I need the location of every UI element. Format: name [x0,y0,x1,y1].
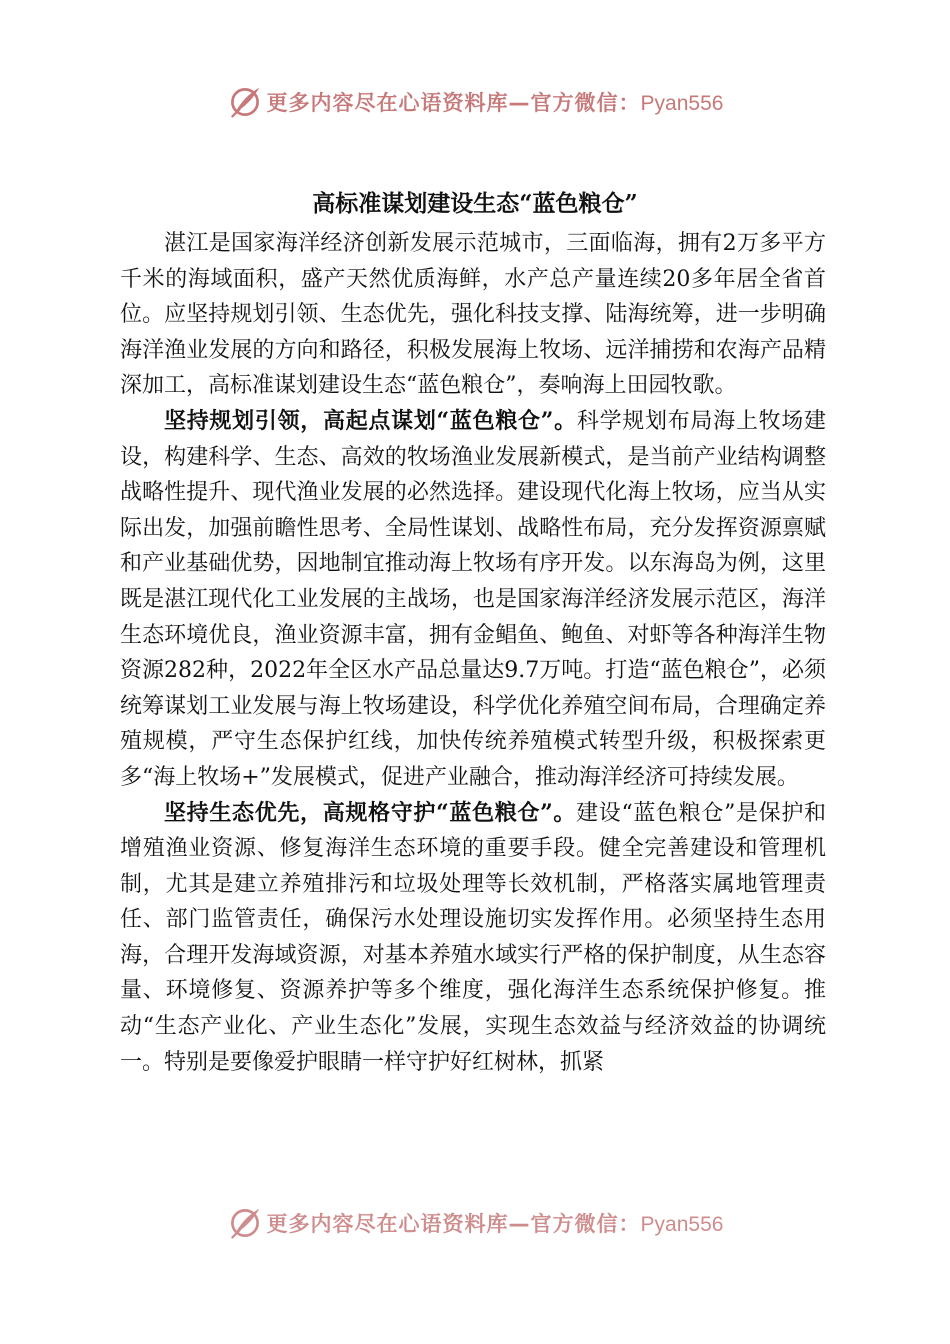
wechat-id: Pyan556 [640,1213,724,1236]
paragraph-planning [120,404,826,796]
watermark-text: 更多内容尽在心语资料库—官方微信：Pyan556 [266,91,724,115]
footer-watermark [0,1203,950,1243]
paragraph-body: 建设“蓝色粮仓”是保护和增殖渔业资源、修复海洋生态环境的重要手段。健全完善建设和管理机制，尤其是建立养殖排污和垃圾处理等长效机制，严格落实属地管理责任、部门监管责任，确保污水处理设施切实发挥作用。必须坚持生态用海，合理开发海域资源，对基本养殖水域实行严格的保护制度，从生态容量、环境修复、资源养护等多个维度，强化海洋生态系统保护修复。推动“生态产业化、产业生态化”发展，实现生态效益与经济效益的协调统一。特别是要像爱护眼睛一样守护好红树林，抓紧 [120,800,827,1075]
feather-pen-logo-icon [227,1205,263,1241]
header-watermark [0,82,950,122]
paragraph-lead-heading: 坚持规划引领，高起点谋划“蓝色粮仓”。 [164,407,577,434]
watermark-text: 更多内容尽在心语资料库—官方微信：Pyan556 [266,1212,724,1236]
paragraph-body: 湛江是国家海洋经济创新发展示范城市，三面临海，拥有2万多平方千米的海域面积，盛产天然优质海鲜，水产总产量连续20多年居全省首位。应坚持规划引领、生态优先，强化科技支撑、陆海统筹，进一步明确海洋渔业发展的方向和路径，积极发展海上牧场、远洋捕捞和农海产品精深加工，高标准谋划建设生态“蓝色粮仓”，奏响海上田园牧歌。 [120,231,826,399]
paragraph-intro [120,226,826,404]
paragraph-lead-heading: 坚持生态优先，高规格守护“蓝色粮仓”。 [164,799,577,826]
wechat-id: Pyan556 [640,92,724,115]
article-body [120,226,826,1080]
page-title: 高标准谋划建设生态“蓝色粮仓” [312,190,638,217]
paragraph-ecology [120,796,826,1081]
paragraph-body: 科学规划布局海上牧场建设，构建科学、生态、高效的牧场渔业发展新模式，是当前产业结构调整战略性提升、现代渔业发展的必然选择。建设现代化海上牧场，应当从实际出发，加强前瞻性思考、全局性谋划、战略性布局，充分发挥资源禀赋和产业基础优势，因地制宜推动海上牧场有序开发。以东海岛为例，这里既是湛江现代化工业发展的主战场，也是国家海洋经济发展示范区，海洋生态环境优良，渔业资源丰富，拥有金鲳鱼、鲍鱼、对虾等各种海洋生物资源282种，2022年全区水产品总量达9.7万吨。打造“蓝色粮仓”，必须统筹谋划工业发展与海上牧场建设，科学优化养殖空间布局，合理确定养殖规模，严守生态保护红线，加快传统养殖模式转型升级，积极探索更多“海上牧场+”发展模式，促进产业融合，推动海洋经济可持续发展。 [120,408,826,790]
feather-pen-logo-icon [227,84,263,120]
